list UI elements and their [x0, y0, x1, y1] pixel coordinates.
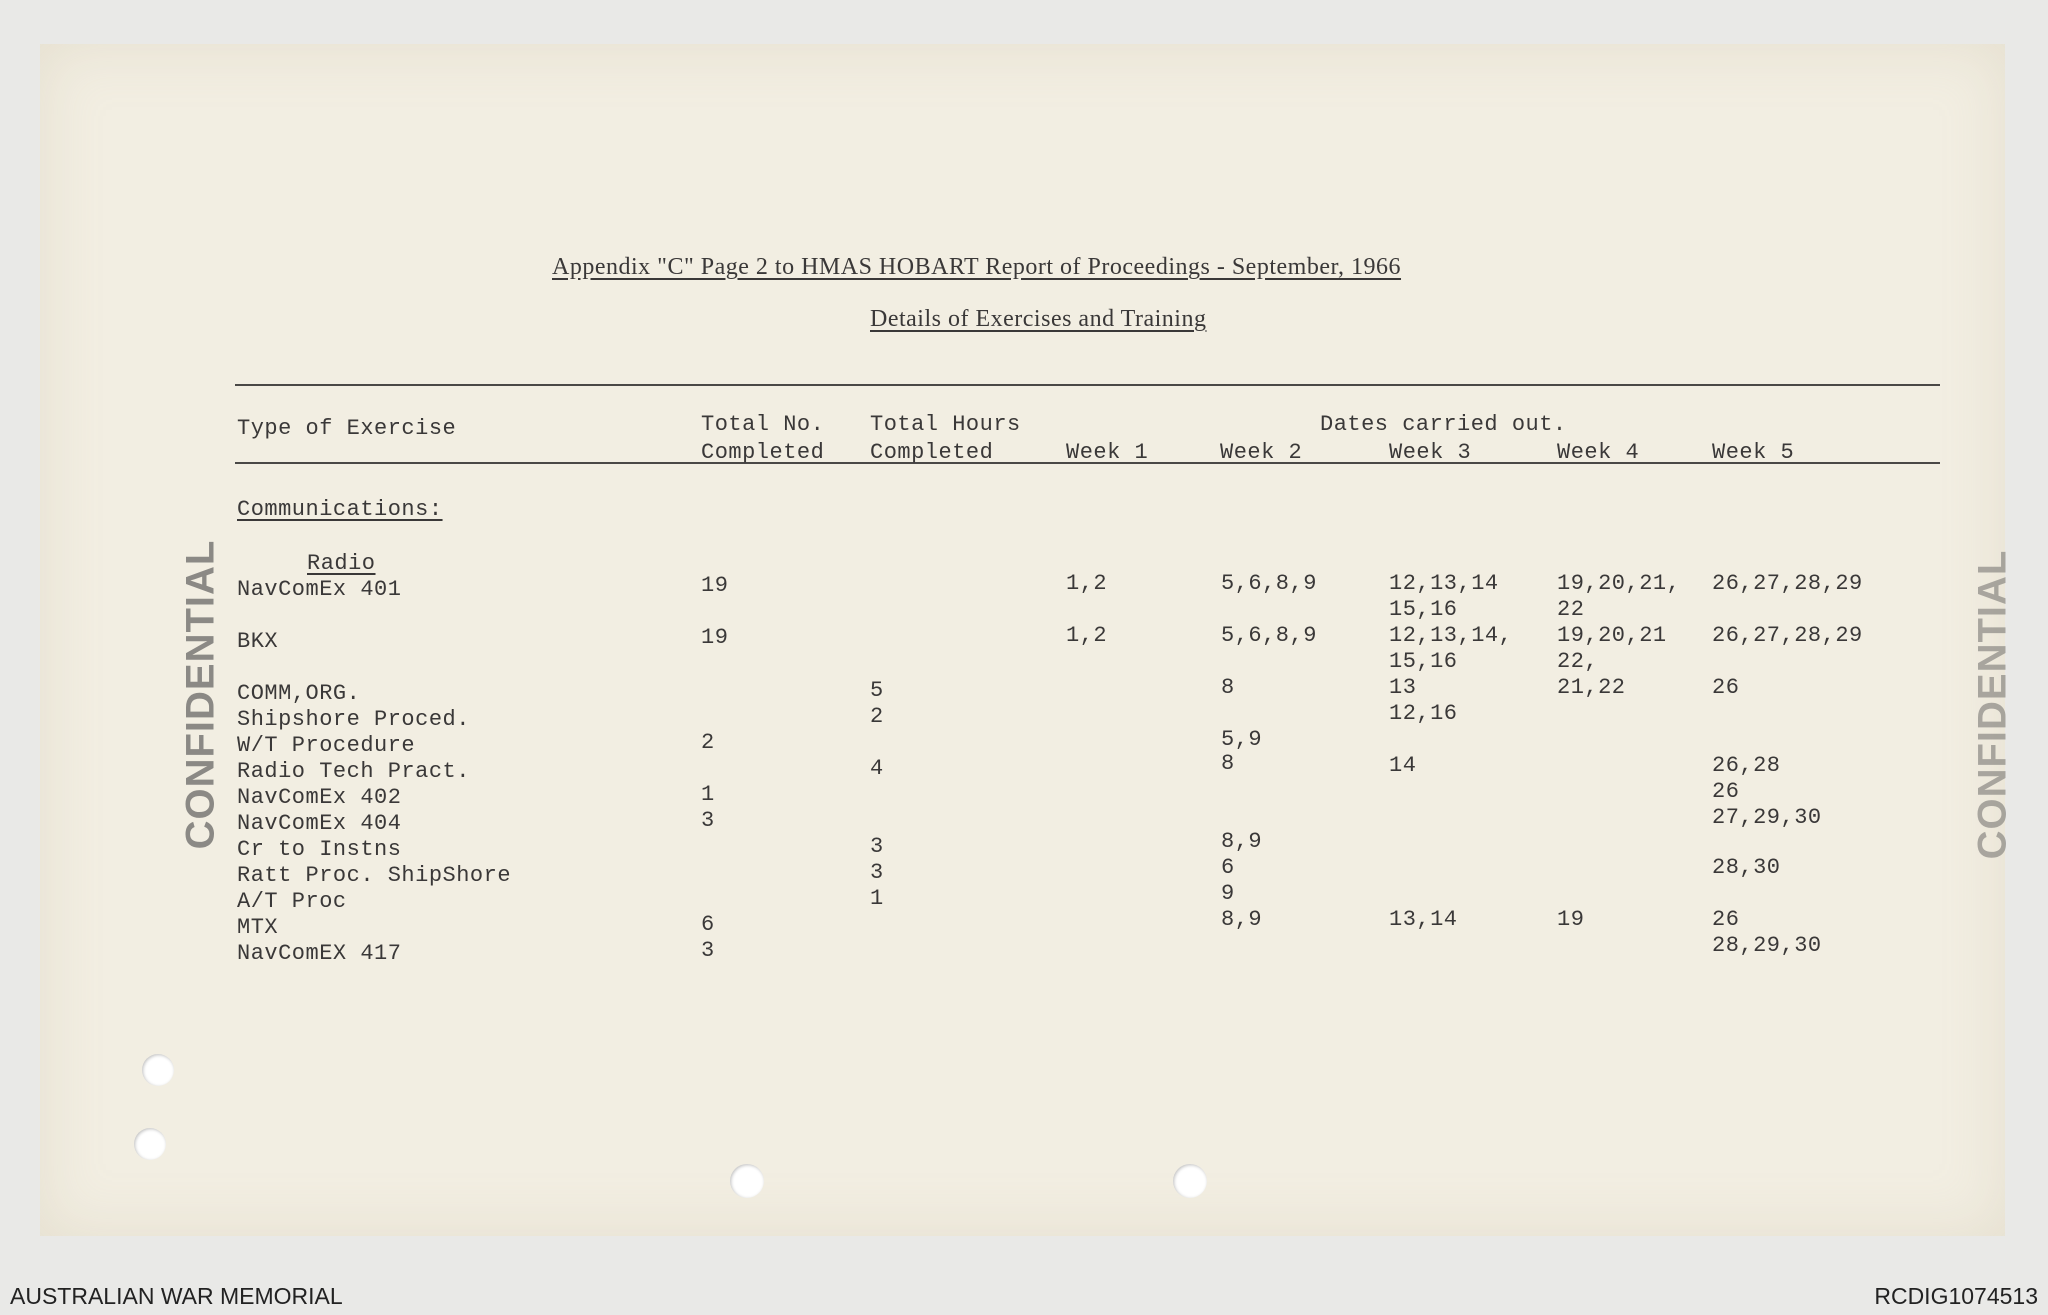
row-name: BKX	[237, 629, 279, 654]
footer-record-id: RCDIG1074513	[1874, 1283, 2038, 1309]
punch-hole	[730, 1164, 764, 1198]
cell-total-no: 19	[701, 625, 729, 650]
subsection-radio: Radio	[307, 551, 376, 576]
row-name: W/T Procedure	[237, 733, 416, 758]
document-sheet	[40, 44, 2005, 1236]
document-subtitle: Details of Exercises and Training	[870, 306, 1207, 332]
cell-week-2: 8	[1221, 675, 1235, 700]
cell-week-2: 6	[1221, 855, 1235, 880]
cell-week-2: 8,9	[1221, 907, 1263, 932]
row-name: Cr to Instns	[237, 837, 402, 862]
cell-week-5: 26,27,28,29	[1712, 623, 1863, 648]
cell-week-4: 19,20,21,	[1557, 571, 1681, 596]
cell-total-no: 3	[701, 938, 715, 963]
cell-week-5: 28,30	[1712, 855, 1781, 880]
cell-total-hours: 3	[870, 860, 884, 885]
row-name: NavComEx 401	[237, 577, 402, 602]
cell-week-3: 12,13,14	[1389, 571, 1499, 596]
header-week-5: Week 5	[1712, 440, 1795, 465]
cell-week-1: 1,2	[1066, 623, 1108, 648]
confidential-stamp-right: CONFIDENTIAL	[1970, 549, 2015, 860]
row-name: Shipshore Proced.	[237, 707, 470, 732]
cell-week-2: 8	[1221, 751, 1235, 776]
header-week-1: Week 1	[1066, 440, 1149, 465]
cell-week-2: 5,6,8,9	[1221, 623, 1317, 648]
cell-week-4: 19	[1557, 907, 1585, 932]
cell-week-5: 28,29,30	[1712, 933, 1822, 958]
cell-total-no: 6	[701, 912, 715, 937]
cell-total-hours: 1	[870, 886, 884, 911]
row-name: COMM,ORG.	[237, 681, 361, 706]
cell-week-2: 9	[1221, 881, 1235, 906]
row-name: A/T Proc	[237, 889, 347, 914]
cell-total-hours: 2	[870, 704, 884, 729]
cell-week-3: 13	[1389, 675, 1417, 700]
cell-week-5: 26	[1712, 675, 1740, 700]
document-title: Appendix "C" Page 2 to HMAS HOBART Report of Proceedings - September, 1966	[552, 254, 1402, 280]
cell-week-2: 5,6,8,9	[1221, 571, 1317, 596]
cell-week-4: 19,20,21	[1557, 623, 1667, 648]
header-total-no-completed: Completed	[701, 440, 825, 465]
cell-week-2: 8,9	[1221, 829, 1263, 854]
cell-week-4: 22	[1557, 597, 1585, 622]
header-dates-carried-out: Dates carried out.	[1320, 412, 1567, 437]
row-name: NavComEX 417	[237, 941, 402, 966]
section-communications: Communications:	[237, 497, 443, 522]
cell-total-no: 1	[701, 782, 715, 807]
cell-week-2: 5,9	[1221, 727, 1263, 752]
cell-total-hours: 4	[870, 756, 884, 781]
cell-week-5: 27,29,30	[1712, 805, 1822, 830]
cell-week-3: 13,14	[1389, 907, 1458, 932]
row-name: Radio Tech Pract.	[237, 759, 470, 784]
cell-week-5: 26,28	[1712, 753, 1781, 778]
cell-week-3: 15,16	[1389, 597, 1458, 622]
cell-total-hours: 3	[870, 834, 884, 859]
header-week-4: Week 4	[1557, 440, 1640, 465]
row-name: Ratt Proc. ShipShore	[237, 863, 512, 888]
cell-week-5: 26,27,28,29	[1712, 571, 1863, 596]
cell-week-3: 14	[1389, 753, 1417, 778]
cell-week-4: 21,22	[1557, 675, 1626, 700]
punch-hole	[134, 1128, 166, 1160]
cell-total-no: 3	[701, 808, 715, 833]
header-total-hours: Total Hours	[870, 412, 1021, 437]
cell-week-1: 1,2	[1066, 571, 1108, 596]
header-week-3: Week 3	[1389, 440, 1472, 465]
footer-source: AUSTRALIAN WAR MEMORIAL	[10, 1283, 343, 1309]
cell-week-4: 22,	[1557, 649, 1599, 674]
header-type-of-exercise: Type of Exercise	[237, 416, 457, 441]
punch-hole	[142, 1054, 174, 1086]
cell-total-no: 19	[701, 573, 729, 598]
punch-hole	[1173, 1164, 1207, 1198]
row-name: NavComEx 404	[237, 811, 402, 836]
table-top-rule	[235, 384, 1940, 386]
cell-week-5: 26	[1712, 907, 1740, 932]
header-total-no: Total No.	[701, 412, 825, 437]
cell-week-3: 12,13,14,	[1389, 623, 1513, 648]
cell-week-3: 15,16	[1389, 649, 1458, 674]
row-name: MTX	[237, 915, 279, 940]
cell-total-no: 2	[701, 730, 715, 755]
row-name: NavComEx 402	[237, 785, 402, 810]
header-week-2: Week 2	[1220, 440, 1303, 465]
confidential-stamp-left: CONFIDENTIAL	[178, 539, 223, 850]
header-total-hours-completed: Completed	[870, 440, 994, 465]
cell-week-5: 26	[1712, 779, 1740, 804]
cell-total-hours: 5	[870, 678, 884, 703]
cell-week-3: 12,16	[1389, 701, 1458, 726]
